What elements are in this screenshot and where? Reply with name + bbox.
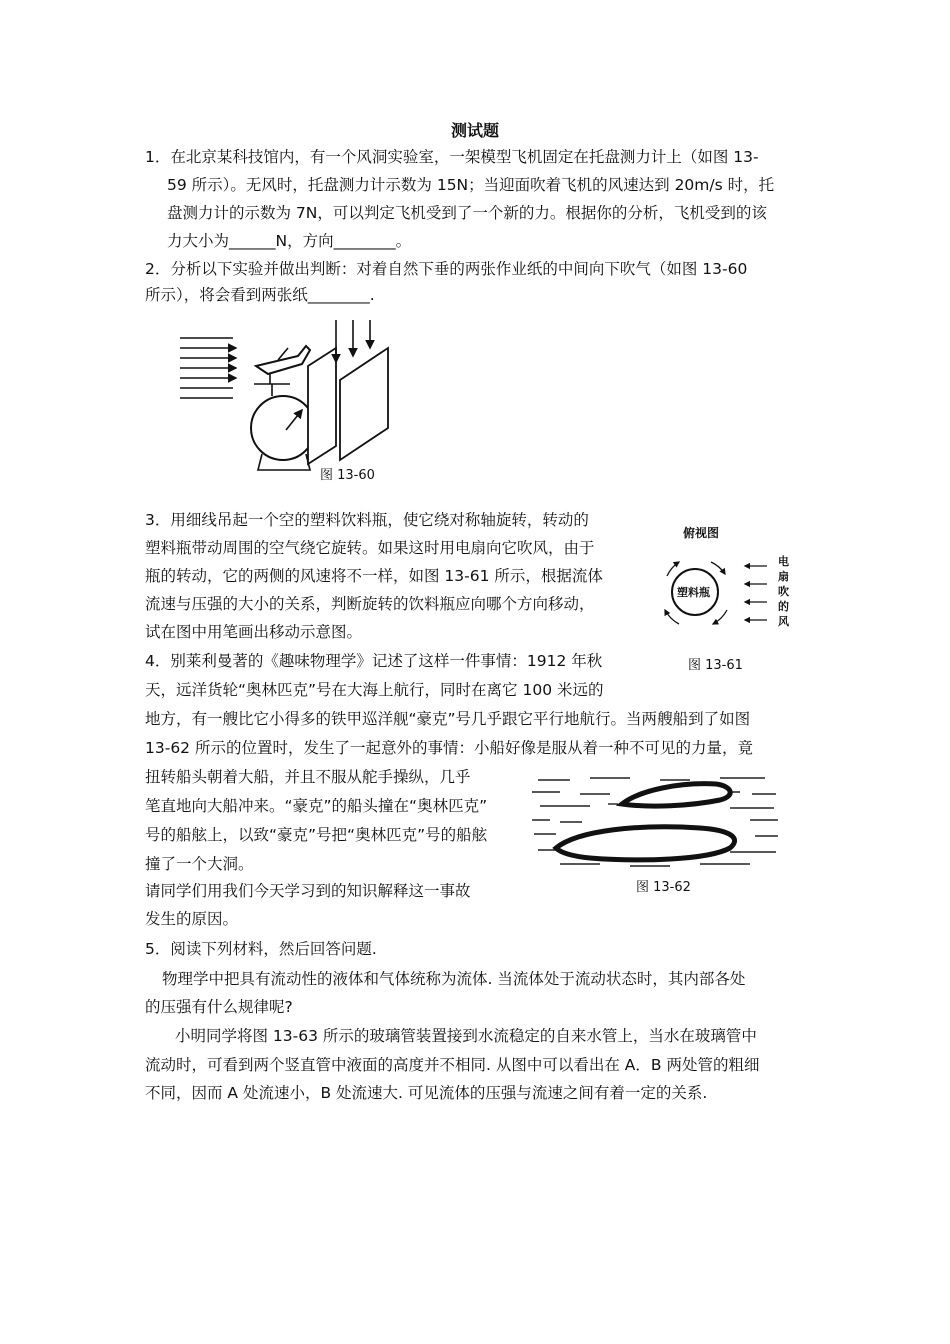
q5-line: 流动时，可看到两个竖直管中液面的高度并不相同. 从图中可以看出在 A．B 两处管的粗细	[145, 1056, 760, 1074]
q3-line: 试在图中用笔画出移动示意图。	[145, 623, 363, 641]
q3-line: 瓶的转动，它的两侧的风速将不一样，如图 13-61 所示，根据流体	[145, 567, 603, 585]
fan-wind-char: 电	[778, 555, 789, 568]
q1-line: 力大小为______N，方向________。	[167, 232, 412, 250]
q3-line: 塑料瓶带动周围的空气绕它旋转。如果这时用电扇向它吹风，由于	[145, 539, 595, 557]
q1-line: 59 所示）。无风时，托盘测力计示数为 15N；当迎面吹着飞机的风速达到 20m/s 时，托	[167, 176, 775, 194]
figure-13-61-caption: 图 13-61	[688, 658, 743, 673]
q4-line: 撞了一个大洞。	[145, 855, 254, 873]
q2-line: 所示），将会看到两张纸________.	[145, 286, 375, 304]
q4-line: 发生的原因。	[145, 910, 239, 928]
q1-line: 盘测力计的示数为 7N，可以判定飞机受到了一个新的力。根据你的分析，飞机受到的该	[167, 204, 767, 222]
q3-line: 流速与压强的大小的关系，判断旋转的饮料瓶应向哪个方向移动，	[145, 595, 595, 613]
fan-wind-char: 的	[778, 600, 789, 613]
figure-13-60-caption: 图 13-60	[320, 468, 375, 483]
q4-line: 地方，有一艘比它小得多的铁甲巡洋舰“豪克”号几乎跟它平行地航行。当两艘船到了如图	[145, 710, 751, 728]
q1-line: 1．在北京某科技馆内，有一个风洞实验室，一架模型飞机固定在托盘测力计上（如图 13-	[145, 148, 759, 166]
q4-line: 号的船舷上，以致“豪克”号把“奥林匹克”号的船舷	[145, 826, 488, 844]
bottle-label: 塑料瓶	[677, 586, 710, 599]
figure-top-label: 俯视图	[683, 526, 720, 540]
page-title: 测试题	[450, 121, 499, 140]
fan-wind-char: 风	[778, 615, 789, 628]
fan-wind-char: 扇	[778, 570, 789, 583]
q5-line: 物理学中把具有流动性的液体和气体统称为流体. 当流体处于流动状态时，其内部各处	[162, 970, 746, 988]
q5-line: 的压强有什么规律呢?	[145, 998, 293, 1016]
q4-line: 天，远洋货轮“奥林匹克”号在大海上航行，同时在离它 100 米远的	[145, 681, 604, 699]
q4-line: 13-62 所示的位置时，发生了一起意外的事情：小船好像是服从着一种不可见的力量，竟	[145, 739, 753, 757]
q4-line: 4．别莱利曼著的《趣味物理学》记述了这样一件事情：1912 年秋	[145, 652, 603, 670]
q4-line: 扭转船头朝着大船，并且不服从舵手操纵，几乎	[145, 768, 471, 786]
q5-line: 小明同学将图 13-63 所示的玻璃管装置接到水流稳定的自来水管上，当水在玻璃管中	[175, 1027, 757, 1045]
figure-13-62-caption: 图 13-62	[636, 880, 691, 895]
q3-line: 3．用细线吊起一个空的塑料饮料瓶，使它绕对称轴旋转，转动的	[145, 511, 589, 529]
q4-line: 笔直地向大船冲来。“豪克”的船头撞在“奥林匹克”	[145, 797, 488, 815]
q4-line: 请同学们用我们今天学习到的知识解释这一事故	[145, 882, 471, 900]
figure-13-62	[530, 772, 780, 870]
fan-wind-label	[778, 554, 792, 629]
figure-13-61	[655, 520, 800, 650]
figure-13-60	[178, 318, 398, 488]
q2-line: 2．分析以下实验并做出判断：对着自然下垂的两张作业纸的中间向下吹气（如图 13-60	[145, 260, 748, 278]
q5-line: 5．阅读下列材料，然后回答问题.	[145, 940, 377, 958]
q5-line: 不同，因而 A 处流速小，B 处流速大. 可见流体的压强与流速之间有着一定的关系.	[145, 1084, 708, 1102]
fan-wind-char: 吹	[778, 585, 789, 598]
